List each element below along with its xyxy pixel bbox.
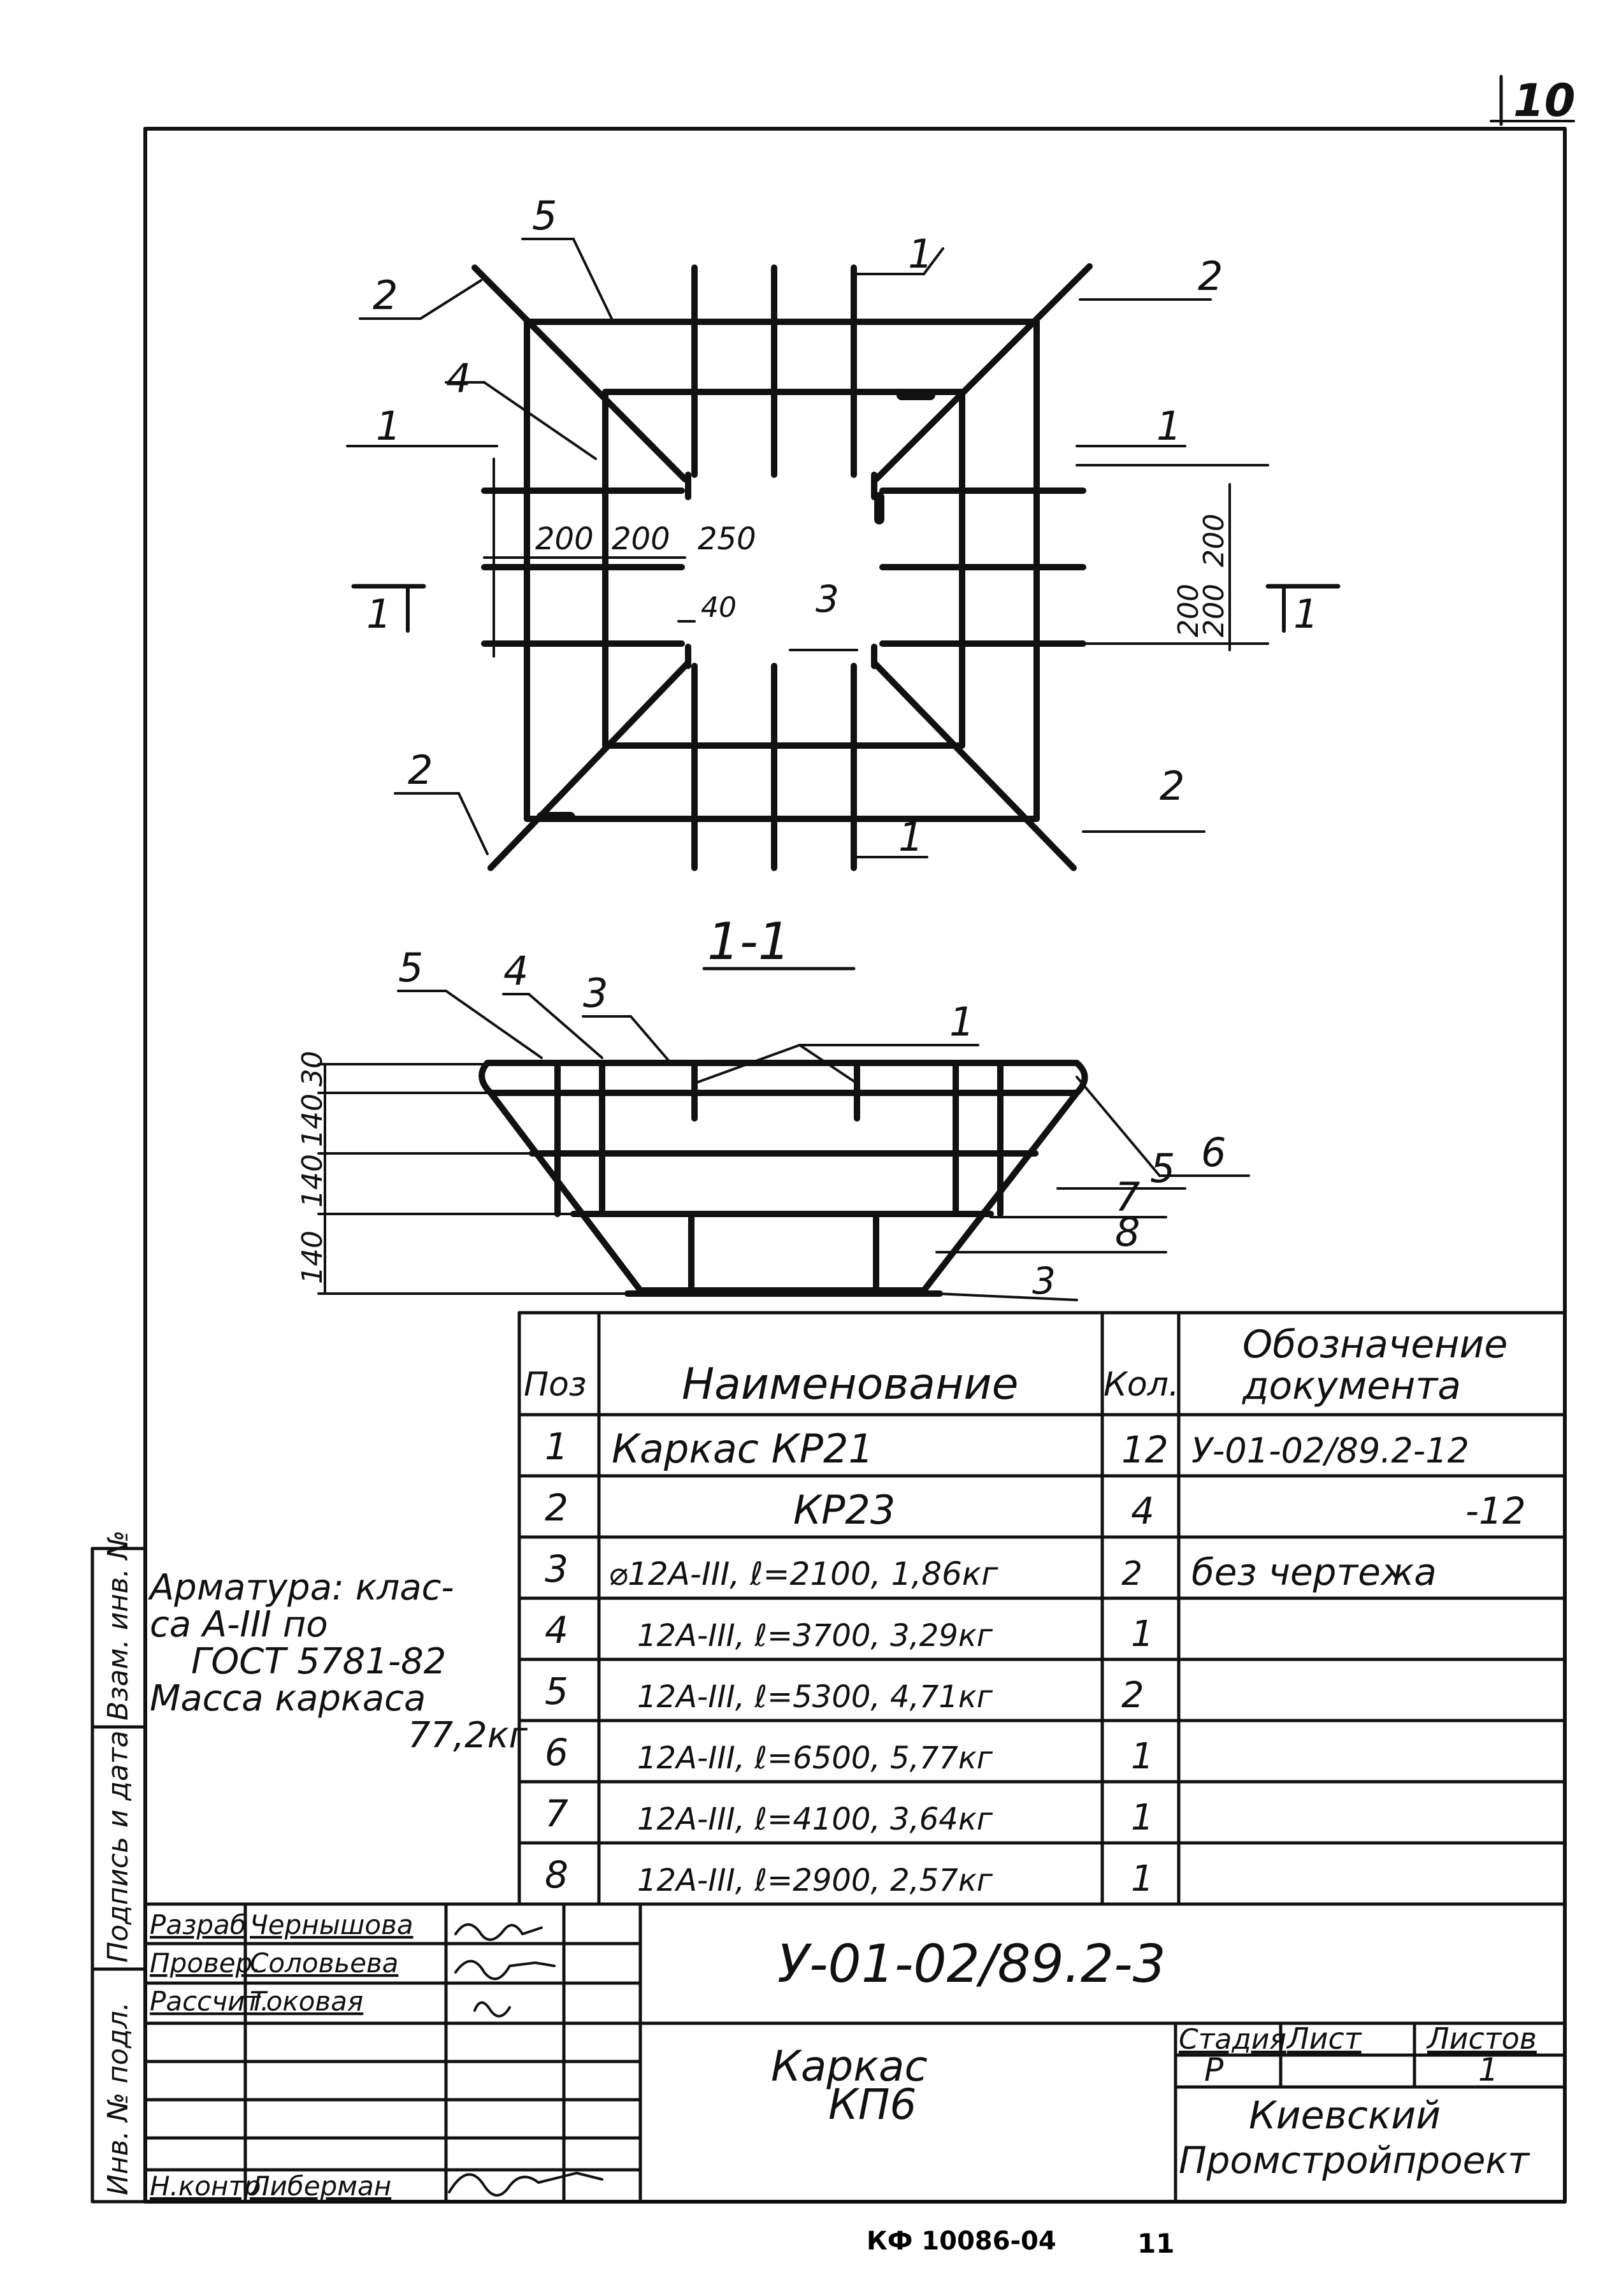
row4-name: 12А-III, ℓ=3700, 3,29кг bbox=[637, 1618, 993, 1654]
section-pos-1: 1 bbox=[949, 999, 975, 1045]
sheets-value: 1 bbox=[1478, 2051, 1499, 2088]
plan-dim-200-b: 200 bbox=[612, 521, 670, 557]
plan-pos-1-left: 1 bbox=[376, 403, 401, 449]
table-row bbox=[545, 1792, 1154, 1838]
th-qty: Кол. bbox=[1104, 1366, 1179, 1404]
row3-name: ⌀12А-III, ℓ=2100, 1,86кг bbox=[608, 1556, 998, 1592]
note-line-2: са А-III по bbox=[150, 1604, 328, 1645]
plan-pos-2-bottom-right: 2 bbox=[1160, 763, 1185, 809]
row2-doc: -12 bbox=[1465, 1489, 1526, 1533]
plan-pos-5: 5 bbox=[532, 192, 558, 239]
plan-dim-40: 40 bbox=[701, 591, 737, 624]
archive-code: КФ 10086-04 bbox=[867, 2227, 1056, 2256]
plan-dim-v200-a: 200 bbox=[1198, 514, 1230, 567]
plan-dim-200-a: 200 bbox=[535, 521, 594, 557]
th-doc-1: Обозначение bbox=[1242, 1322, 1508, 1367]
title-block bbox=[145, 1904, 1565, 2202]
row1-pos: 1 bbox=[545, 1425, 568, 1468]
role-3: Рассчит. bbox=[150, 1986, 270, 2017]
page-number: 11 bbox=[1137, 2228, 1175, 2259]
role-2: Провер. bbox=[150, 1947, 261, 1979]
section-title: 1-1 bbox=[707, 912, 791, 971]
row1-qty: 12 bbox=[1121, 1428, 1169, 1471]
row1-name: Каркас КР21 bbox=[612, 1426, 874, 1472]
sheet-number: 10 bbox=[1513, 75, 1576, 127]
name-3: Токовая bbox=[250, 1986, 364, 2017]
org-line-2: Промстройпроект bbox=[1179, 2139, 1530, 2182]
org-line-1: Киевский bbox=[1249, 2093, 1441, 2138]
stage-label: Стадия bbox=[1179, 2023, 1286, 2056]
row4-pos: 4 bbox=[545, 1608, 568, 1652]
name-2: Соловьева bbox=[250, 1947, 399, 1979]
role-4: Н.контр. bbox=[150, 2170, 270, 2202]
th-pos: Поз bbox=[524, 1366, 587, 1404]
section-pos-3-top: 3 bbox=[583, 970, 608, 1016]
note-line-5: 77,2кг bbox=[408, 1715, 528, 1756]
plan-view bbox=[347, 192, 1338, 868]
row7-qty: 1 bbox=[1131, 1797, 1154, 1838]
section-pos-4: 4 bbox=[503, 948, 529, 994]
name-4: Либерман bbox=[250, 2170, 392, 2202]
plan-pos-1-right: 1 bbox=[1156, 403, 1182, 449]
row2-pos: 2 bbox=[545, 1486, 568, 1529]
plan-pos-2-top-right: 2 bbox=[1198, 253, 1223, 300]
row4-qty: 1 bbox=[1131, 1614, 1154, 1655]
th-name: Наименование bbox=[682, 1359, 1019, 1410]
note-line-1: Арматура: клас- bbox=[150, 1567, 454, 1608]
side-strip bbox=[92, 1530, 145, 2202]
plan-pos-2-top-left: 2 bbox=[373, 272, 398, 319]
row3-doc: без чертежа bbox=[1191, 1550, 1437, 1594]
row1-doc: У-01-02/89.2-12 bbox=[1191, 1431, 1469, 1471]
plan-dim-v200-b: 200 bbox=[1198, 584, 1230, 637]
stage-value: Р bbox=[1204, 2051, 1224, 2088]
doc-code: У-01-02/89.2-3 bbox=[777, 1934, 1166, 1995]
row8-qty: 1 bbox=[1131, 1858, 1154, 1900]
plan-pos-3: 3 bbox=[816, 577, 839, 621]
row5-name: 12А-III, ℓ=5300, 4,71кг bbox=[637, 1679, 993, 1715]
row8-pos: 8 bbox=[545, 1853, 568, 1896]
sheets-label: Листов bbox=[1427, 2021, 1537, 2056]
side-sign-date: Подпись и дата bbox=[102, 1730, 134, 1963]
row7-name: 12А-III, ℓ=4100, 3,64кг bbox=[637, 1801, 993, 1837]
note-line-4: Масса каркаса bbox=[150, 1678, 426, 1719]
table-row bbox=[545, 1547, 1437, 1594]
table-row bbox=[545, 1425, 1469, 1472]
row2-qty: 4 bbox=[1131, 1489, 1155, 1533]
row6-name: 12А-III, ℓ=6500, 5,77кг bbox=[637, 1740, 993, 1776]
section-dim-140-c: 140 bbox=[296, 1231, 329, 1284]
row5-pos: 5 bbox=[545, 1670, 568, 1713]
row7-pos: 7 bbox=[545, 1792, 568, 1835]
spec-table bbox=[519, 1313, 1565, 1904]
section-pos-5-left: 5 bbox=[398, 944, 424, 991]
plan-dim-v200-c: 200 bbox=[1172, 584, 1205, 637]
drawing-name-2: КП6 bbox=[828, 2080, 917, 2129]
section-pos-7: 7 bbox=[1115, 1174, 1140, 1220]
row5-qty: 2 bbox=[1121, 1675, 1144, 1716]
plan-pos-1-bottom: 1 bbox=[898, 814, 924, 860]
table-row bbox=[545, 1731, 1154, 1777]
row3-qty: 2 bbox=[1121, 1555, 1143, 1593]
section-pos-8: 8 bbox=[1115, 1209, 1140, 1255]
plan-pos-4: 4 bbox=[446, 355, 471, 401]
plan-dim-250: 250 bbox=[698, 521, 756, 557]
table-row bbox=[545, 1486, 1526, 1533]
section-dim-30: 30 bbox=[296, 1051, 329, 1087]
plan-pos-2-bottom-left: 2 bbox=[408, 747, 433, 793]
section-mark-right: 1 bbox=[1293, 591, 1319, 637]
notes-block bbox=[148, 1567, 528, 1756]
side-replace-inv: Взам. инв. № bbox=[102, 1530, 134, 1721]
row6-pos: 6 bbox=[545, 1731, 568, 1774]
role-1: Разраб bbox=[150, 1909, 247, 1940]
row6-qty: 1 bbox=[1131, 1736, 1154, 1777]
section-mark-left: 1 bbox=[366, 591, 392, 637]
row3-pos: 3 bbox=[545, 1547, 568, 1591]
table-row bbox=[545, 1670, 1144, 1716]
note-line-3: ГОСТ 5781-82 bbox=[191, 1641, 447, 1682]
row8-name: 12А-III, ℓ=2900, 2,57кг bbox=[637, 1863, 993, 1898]
section-pos-3-bottom: 3 bbox=[1032, 1259, 1056, 1303]
table-row bbox=[545, 1608, 1154, 1655]
table-row bbox=[545, 1853, 1154, 1900]
section-dim-140-a: 140 bbox=[296, 1094, 329, 1147]
th-doc-2: документа bbox=[1242, 1364, 1462, 1408]
row2-name: КР23 bbox=[793, 1487, 896, 1533]
sheet-label: Лист bbox=[1287, 2021, 1362, 2056]
section-pos-5-right: 5 bbox=[1150, 1145, 1176, 1192]
drawing-name-1: Каркас bbox=[771, 2042, 928, 2091]
section-dim-140-b: 140 bbox=[296, 1154, 329, 1208]
section-view bbox=[296, 912, 1249, 1303]
side-inv-no: Инв. № подл. bbox=[102, 2002, 134, 2195]
plan-pos-1-top: 1 bbox=[908, 231, 933, 277]
name-1: Чернышова bbox=[250, 1909, 414, 1940]
section-pos-6: 6 bbox=[1201, 1129, 1227, 1176]
